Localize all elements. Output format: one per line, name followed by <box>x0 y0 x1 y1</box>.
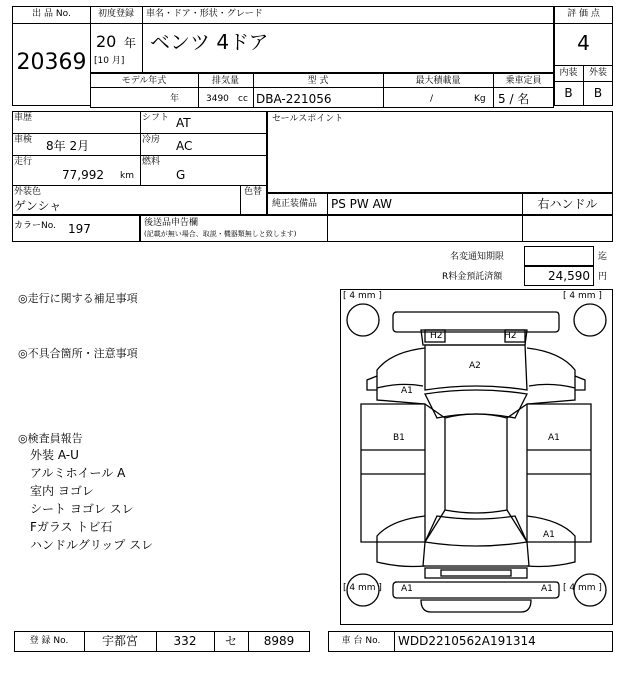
chassis-number: WDD2210562A191314 <box>398 634 536 648</box>
first-registration-label: 初度登録 <box>97 9 134 19</box>
color-change-label: 色替 <box>244 187 263 197</box>
exterior-grade: B <box>593 86 603 100</box>
tire-front-right-depth: 4 <box>569 291 576 301</box>
history-label: 車歴 <box>14 113 33 123</box>
max-load-label: 最大積載量 <box>415 76 461 86</box>
name-change-deadline-label: 名変通知期限 <box>450 252 505 262</box>
exterior-color-label: 外装色 <box>14 187 42 197</box>
registration-number-label: 登 録 No. <box>29 636 69 646</box>
equipment: PS PW AW <box>331 197 393 211</box>
damage-mark-left-door: B1 <box>393 433 405 443</box>
fuel: G <box>176 168 186 182</box>
car-name: ベンツ 4ドア <box>150 30 269 54</box>
damage-mark-front-left: H2 <box>430 331 443 341</box>
registration-kana: セ <box>224 634 237 648</box>
damage-mark-right-door: A1 <box>548 433 560 443</box>
inspector-note: ハンドルグリップ スレ <box>30 538 154 552</box>
tire-rear-right-depth: 4 <box>569 583 576 593</box>
displacement-unit: cc <box>238 94 248 104</box>
shaken-value: 8年 2月 <box>46 139 90 153</box>
tire-front-left-unit: mm <box>357 291 376 301</box>
damage-mark-hood: A2 <box>469 361 481 371</box>
damage-mark-rear-left: A1 <box>401 584 413 594</box>
damage-mark-front-right: H2 <box>504 331 517 341</box>
inspector-note: Fガラス トビ石 <box>30 520 113 534</box>
displacement: 3490 <box>206 94 229 104</box>
registration-number: 8989 <box>263 634 295 648</box>
grade-score: 4 <box>577 31 590 55</box>
max-load: / <box>430 94 434 104</box>
capacity: 5 / 名 <box>498 92 530 106</box>
shaken-label: 車検 <box>14 135 33 145</box>
recycle-fee-label: R料金預託済額 <box>442 272 503 282</box>
damage-mark-rear-right: A1 <box>541 584 553 594</box>
inspector-note: 室内 ヨゴレ <box>30 484 94 498</box>
lot-number: 20369 <box>16 50 87 75</box>
tire-rear-right-label: [ 4 mm ] <box>563 583 602 593</box>
exterior-color: ゲンシャ <box>14 199 62 213</box>
registration-class: 332 <box>173 634 197 648</box>
capacity-label: 乗車定員 <box>505 76 542 86</box>
aircon-label: 冷房 <box>142 135 161 145</box>
damage-mark-rear-fender: A1 <box>543 530 555 540</box>
damage-mark-front-fender: A1 <box>401 386 413 396</box>
fuel-label: 燃料 <box>142 157 161 167</box>
shift: AT <box>176 116 191 130</box>
displacement-label: 排気量 <box>211 76 239 86</box>
tire-rear-left-label: [ 4 mm ] <box>343 583 382 593</box>
model-year-label: モデル年式 <box>121 76 167 86</box>
color-number-label: カラーNo. <box>14 221 56 231</box>
tire-front-left-label: [ 4 mm ] <box>343 291 382 301</box>
first-registration-month: [10 月] <box>94 56 125 66</box>
tire-rear-left-depth: 4 <box>349 583 356 593</box>
damage-diagram <box>340 289 613 625</box>
registration-place: 宇都宮 <box>101 634 138 648</box>
model-year-unit: 年 <box>170 94 180 104</box>
chassis-number-label: 車 台 No. <box>341 636 381 646</box>
selling-points-label: セールスポイント <box>272 114 344 124</box>
type-label: 型 式 <box>307 76 329 86</box>
inspector-note: シート ヨゴレ スレ <box>30 502 134 516</box>
after-delivery-label: 後送品申告欄 <box>144 218 199 228</box>
name-change-deadline-box <box>524 246 594 266</box>
model-type: DBA-221056 <box>256 92 332 106</box>
recycle-fee: 24,590 <box>548 269 590 283</box>
grade-label: 評 価 点 <box>567 9 600 19</box>
car-name-label: 車名・ドア・形状・グレード <box>146 9 263 19</box>
tire-front-right-label: [ 4 mm ] <box>563 291 602 301</box>
tire-front-left-depth: 4 <box>349 291 356 301</box>
steering-side: 右ハンドル <box>537 197 598 211</box>
interior-grade: B <box>564 86 573 100</box>
lot-number-label: 出 品 No. <box>32 9 71 19</box>
tire-front-right-unit: mm <box>577 291 596 301</box>
first-registration-year-unit: 年 <box>124 36 137 50</box>
after-delivery-note: (記載が無い場合、取説・機器類無しと致します) <box>144 230 297 238</box>
equipment-label: 純正装備品 <box>272 199 318 209</box>
interior-grade-label: 内装 <box>559 68 578 78</box>
color-number: 197 <box>68 222 91 236</box>
max-load-unit: Kg <box>474 94 486 104</box>
mileage-unit: km <box>120 171 134 181</box>
car-outline <box>341 290 612 624</box>
shift-label: シフト <box>142 113 170 123</box>
tire-rear-right-unit: mm <box>577 583 596 593</box>
aircon: AC <box>176 139 193 153</box>
driving-notes-heading: ◎走行に関する補足事項 <box>18 292 138 305</box>
inspector-note: 外装 A-U <box>30 448 79 462</box>
defect-notes-heading: ◎不具合箇所・注意事項 <box>18 347 138 360</box>
mileage: 77,992 <box>62 168 104 182</box>
inspector-report-heading: ◎検査員報告 <box>18 432 83 445</box>
recycle-fee-unit: 円 <box>598 272 608 282</box>
tire-rear-left-unit: mm <box>357 583 376 593</box>
mileage-label: 走行 <box>14 157 33 167</box>
exterior-grade-label: 外装 <box>588 68 607 78</box>
name-change-suffix: 迄 <box>598 252 608 262</box>
inspector-note: アルミホイール A <box>30 466 126 480</box>
first-registration-year: 20 <box>96 32 117 51</box>
